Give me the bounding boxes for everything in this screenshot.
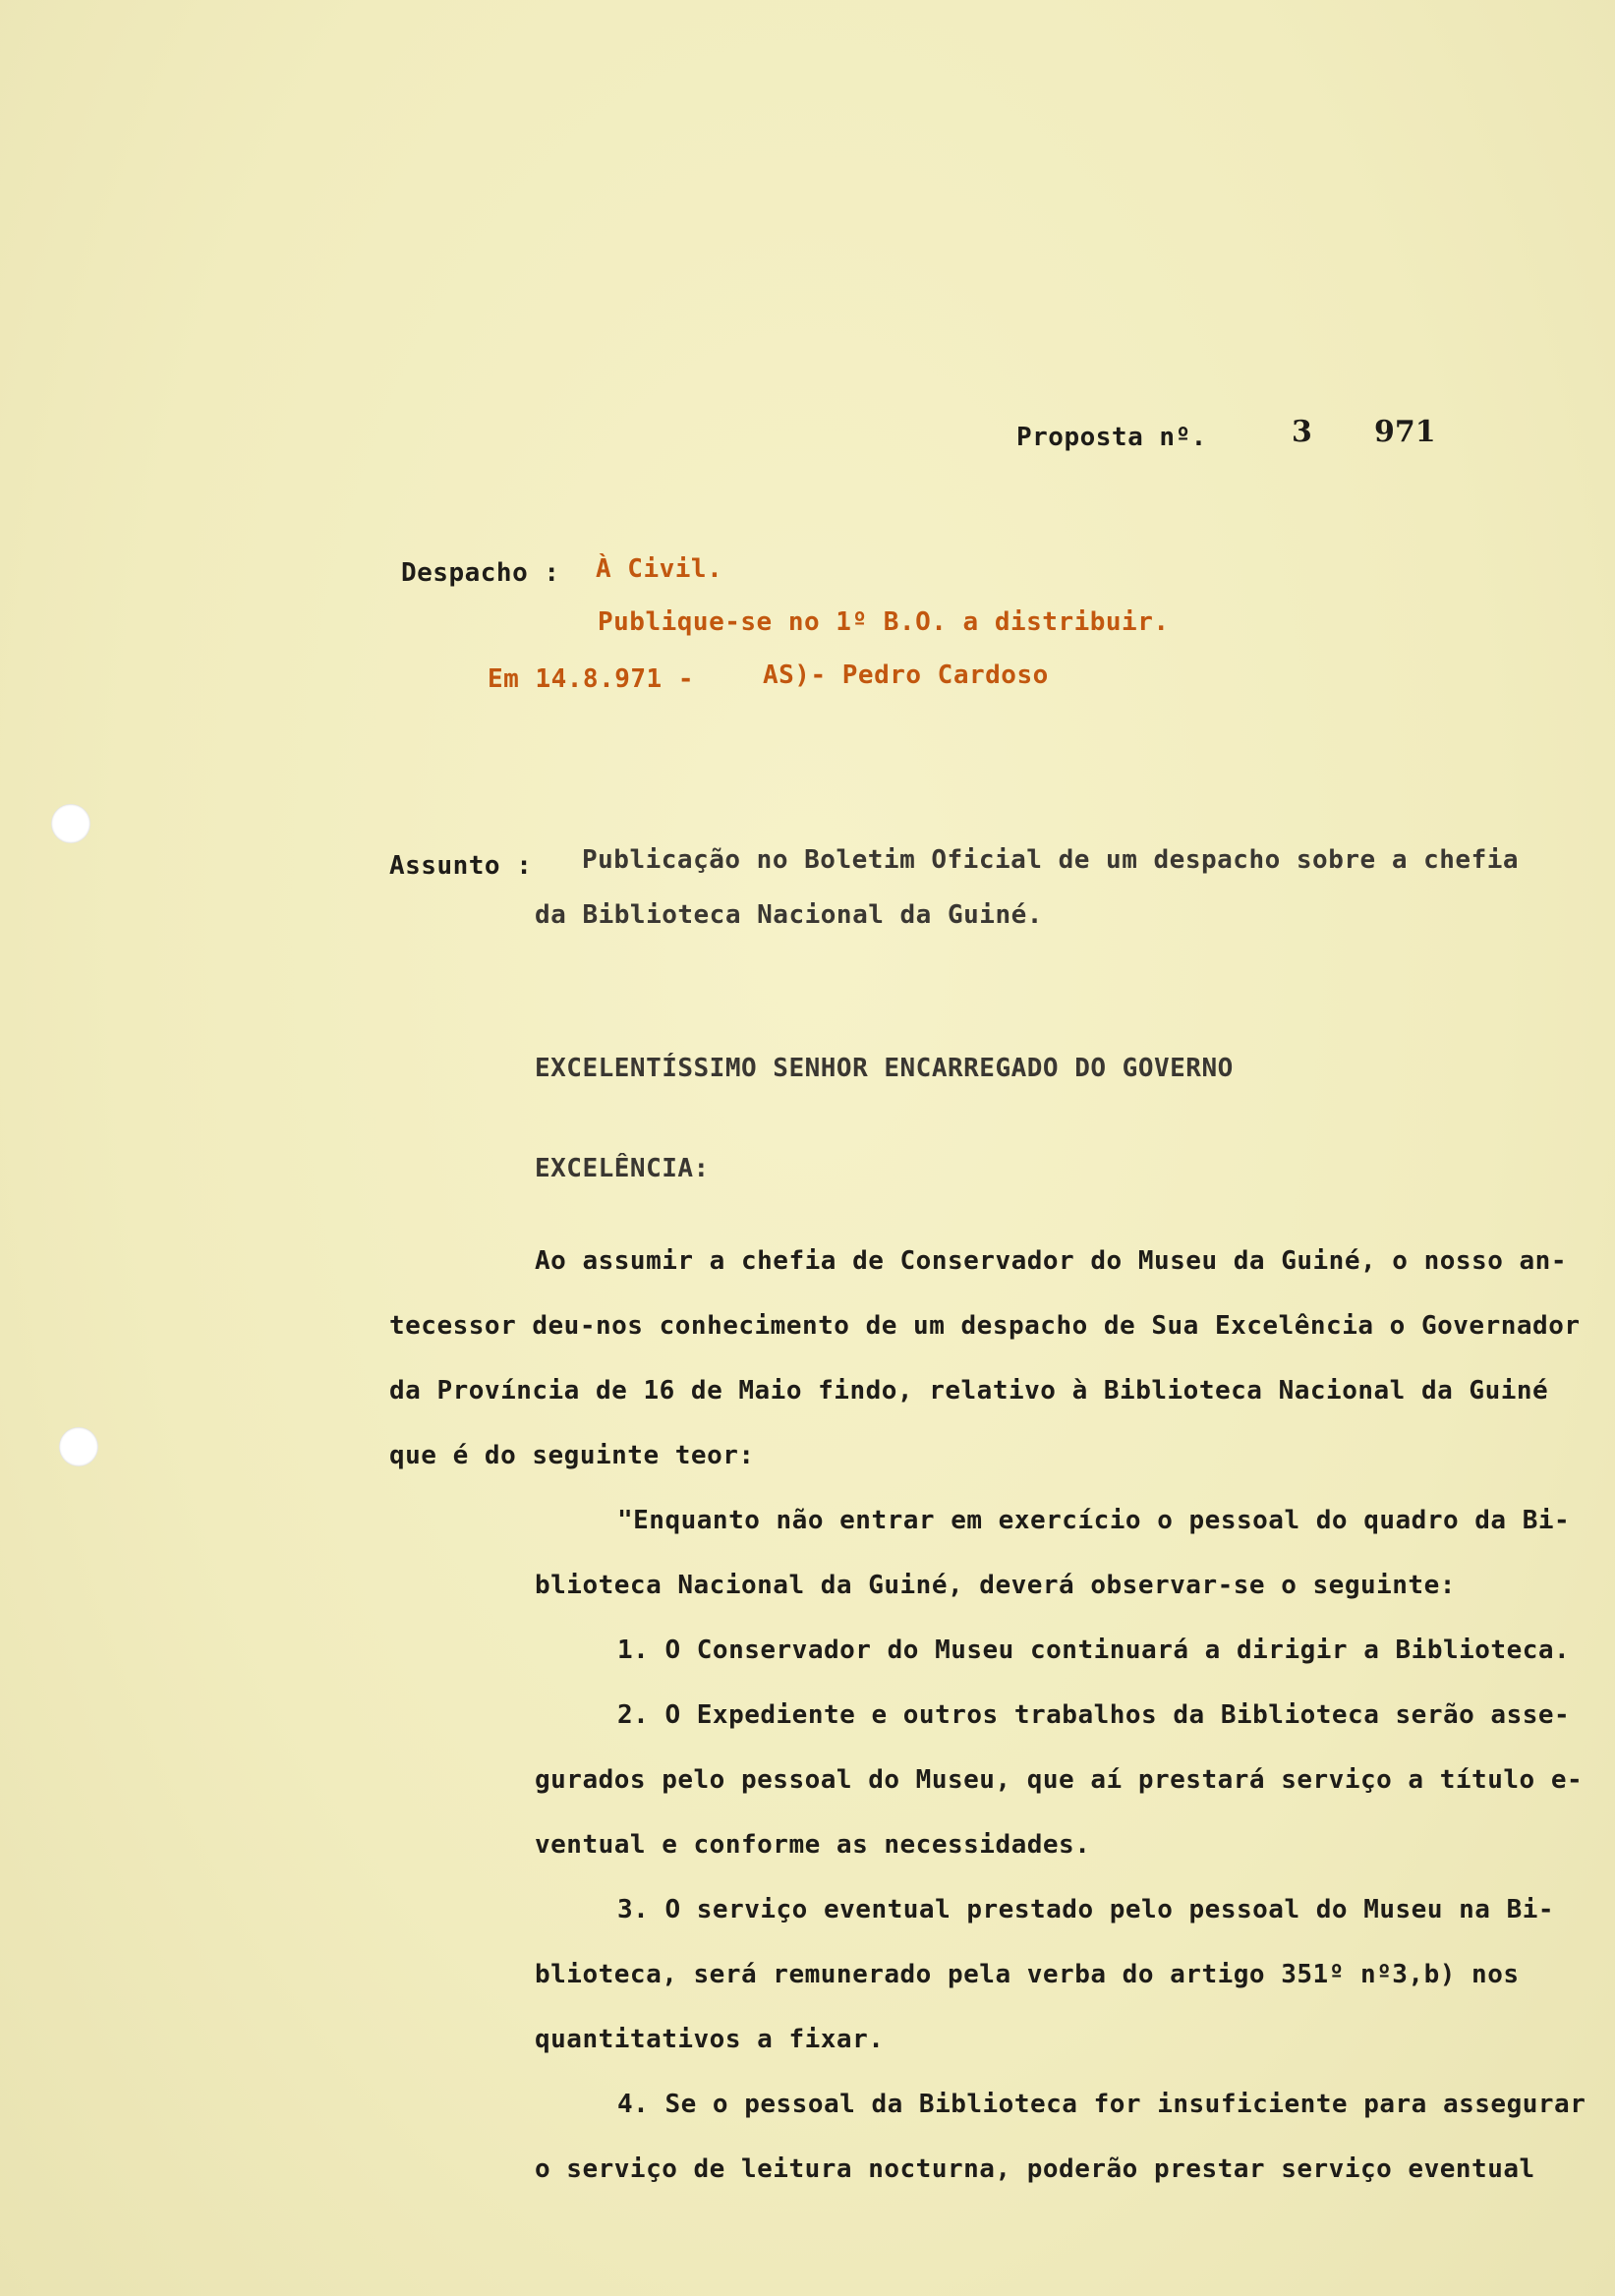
item-3-line: 3. O serviço eventual prestado pelo pessoal do Museu na Bi-: [617, 1895, 1555, 1924]
body-line: que é do seguinte teor:: [389, 1441, 755, 1470]
body-line: da Província de 16 de Maio findo, relativo à Biblioteca Nacional da Guiné: [389, 1376, 1549, 1406]
assunto-line-1: Publicação no Boletim Oficial de um despacho sobre a chefia: [582, 845, 1520, 875]
body-line: Ao assumir a chefia de Conservador do Museu da Guiné, o nosso an-: [535, 1246, 1567, 1276]
item-4-line: o serviço de leitura nocturna, poderão prestar serviço eventual: [535, 2154, 1535, 2184]
item-3-line: quantitativos a fixar.: [535, 2025, 885, 2054]
body-line: tecessor deu-nos conhecimento de um despacho de Sua Excelência o Governador: [389, 1311, 1581, 1341]
quote-line: blioteca Nacional da Guiné, deverá observar-se o seguinte:: [535, 1571, 1456, 1600]
despacho-line-1: À Civil.: [596, 554, 723, 584]
assunto-line-2: da Biblioteca Nacional da Guiné.: [535, 900, 1043, 930]
proposta-number: 3: [1292, 415, 1312, 449]
addressee: EXCELENTÍSSIMO SENHOR ENCARREGADO DO GOVERNO: [535, 1054, 1234, 1083]
item-3-line: blioteca, será remunerado pela verba do artigo 351º nº3,b) nos: [535, 1960, 1520, 1989]
despacho-signature: AS)- Pedro Cardoso: [763, 660, 1049, 690]
despacho-line-2: Publique-se no 1º B.O. a distribuir.: [598, 607, 1170, 637]
punch-hole-top: [51, 804, 90, 843]
item-2-line: ventual e conforme as necessidades.: [535, 1830, 1091, 1860]
item-1: 1. O Conservador do Museu continuará a dirigir a Biblioteca.: [617, 1636, 1571, 1665]
item-2-line: gurados pelo pessoal do Museu, que aí prestará serviço a título e-: [535, 1765, 1584, 1795]
proposta-year: 971: [1374, 415, 1436, 449]
proposta-label: Proposta nº.: [1016, 423, 1207, 452]
despacho-label: Despacho :: [401, 558, 560, 588]
item-2-line: 2. O Expediente e outros trabalhos da Biblioteca serão asse-: [617, 1700, 1571, 1730]
greeting: EXCELÊNCIA:: [535, 1154, 710, 1183]
despacho-date: Em 14.8.971 -: [488, 664, 694, 694]
item-4-line: 4. Se o pessoal da Biblioteca for insuficiente para assegurar: [617, 2090, 1586, 2119]
assunto-label: Assunto :: [389, 851, 533, 881]
quote-line: "Enquanto não entrar em exercício o pessoal do quadro da Bi-: [617, 1506, 1571, 1535]
punch-hole-bottom: [59, 1427, 98, 1466]
